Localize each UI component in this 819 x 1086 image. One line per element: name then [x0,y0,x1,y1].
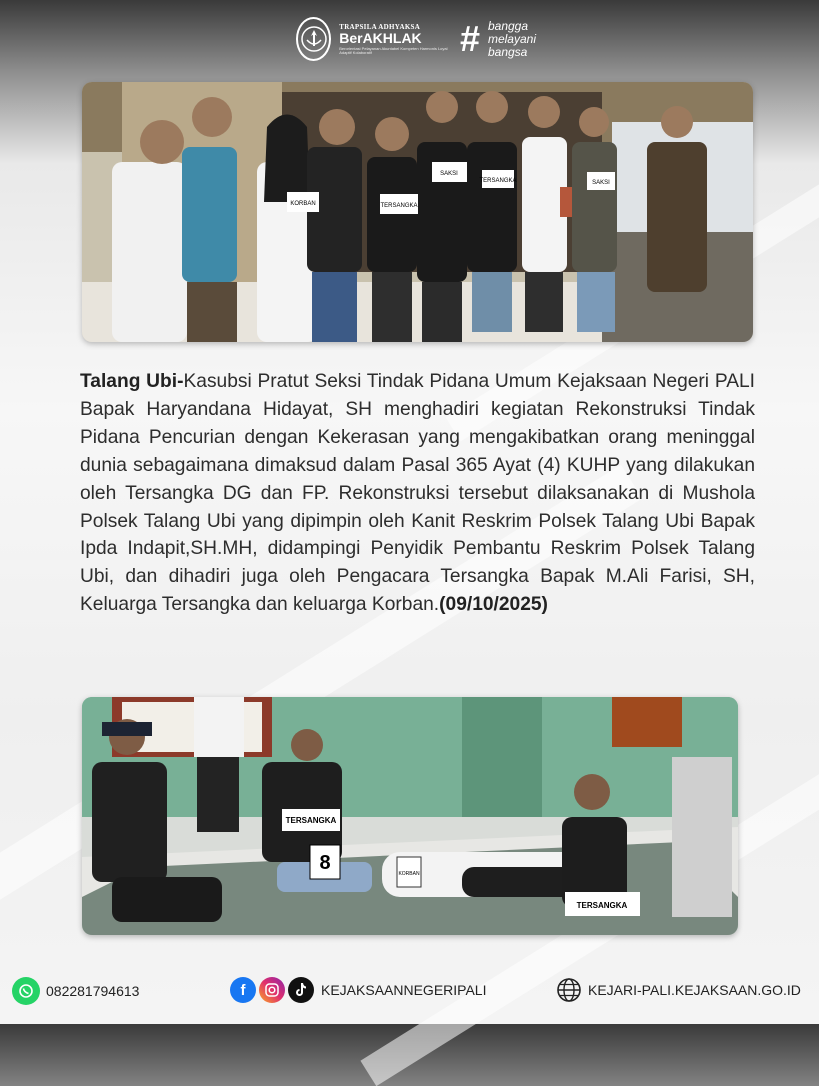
sign-korban: KORBAN [398,871,420,877]
instagram-icon[interactable] [259,977,285,1003]
article-body [80,368,755,619]
kejaksaan-seal-icon [296,17,331,61]
footer-social[interactable] [230,977,486,1003]
sign-saksi: SAKSI [440,171,458,177]
social-handle: KEJAKSAANNEGERIPALI [321,982,487,998]
tagline-top: TRAPSILA ADHYAKSA [339,22,421,31]
berakhlak-logo [339,24,450,55]
article-text: Kasubsi Pratut Seksi Tindak Pidana Umum Kejaksaan Negeri PALI Bapak Haryandana Hidayat, SH menghadiri kegiatan Rekonstruksi Tindak Pidana Pencurian dengan Kekerasan yang mengakibatkan orang meninggal dunia sebagaimana dimaksud dalam Pasal 365 Ayat (4) KUHP yang dilakukan oleh Tersangka DG dan FP. Rekonstruksi tersebut dilaksanakan di Mushola Polsek Talang Ubi yang dipimpin oleh Kanit Reskrim Polsek Talang Ubi Bapak Ipda Indapit,SH.MH, didampingi Penyidik Pembantu Reskrim Polsek Talang Ubi, dan dihadiri juga oleh Pengacara Tersangka Bapak M.Ali Farisi, SH, Keluarga Tersangka dan keluarga Korban. [80,371,755,616]
sign-tersangka: TERSANGKA [479,178,517,184]
slogan-line: bangsa [487,44,528,59]
hashtag-icon: # [459,18,480,59]
header-logos [296,12,536,66]
tagline-small: Berorientasi Pelayanan Akuntabel Kompeten Harmonis Loyal Adaptif Kolaboratif [339,45,448,55]
photo-reconstruction-scene [82,697,738,935]
footer-website[interactable] [556,977,801,1003]
sign-korban: KORBAN [290,201,316,207]
tagline-brand: BerAKHLAK [339,29,422,46]
footer-phone[interactable] [12,977,139,1005]
sign-saksi: SAKSI [592,180,610,186]
sign-tersangka: TERSANGKA [380,203,418,209]
facebook-icon[interactable]: f [230,977,256,1003]
article-date: (09/10/2025) [439,594,548,616]
article-lead: Talang Ubi- [80,371,184,392]
slogan-line: bangga [487,18,529,33]
tiktok-icon[interactable] [288,977,314,1003]
slogan [488,20,536,59]
sign-tersangka-right: TERSANGKA [576,901,628,910]
website-url: KEJARI-PALI.KEJAKSAAN.GO.ID [588,982,801,998]
phone-number: 082281794613 [46,983,140,999]
sign-tersangka-left: TERSANGKA [285,816,337,825]
whatsapp-icon [12,977,40,1005]
globe-icon [556,977,582,1003]
slogan-line: melayani [487,31,536,46]
sign-number: 8 [319,852,331,874]
photo-reconstruction-lineup [82,82,753,342]
footer [0,972,819,1012]
